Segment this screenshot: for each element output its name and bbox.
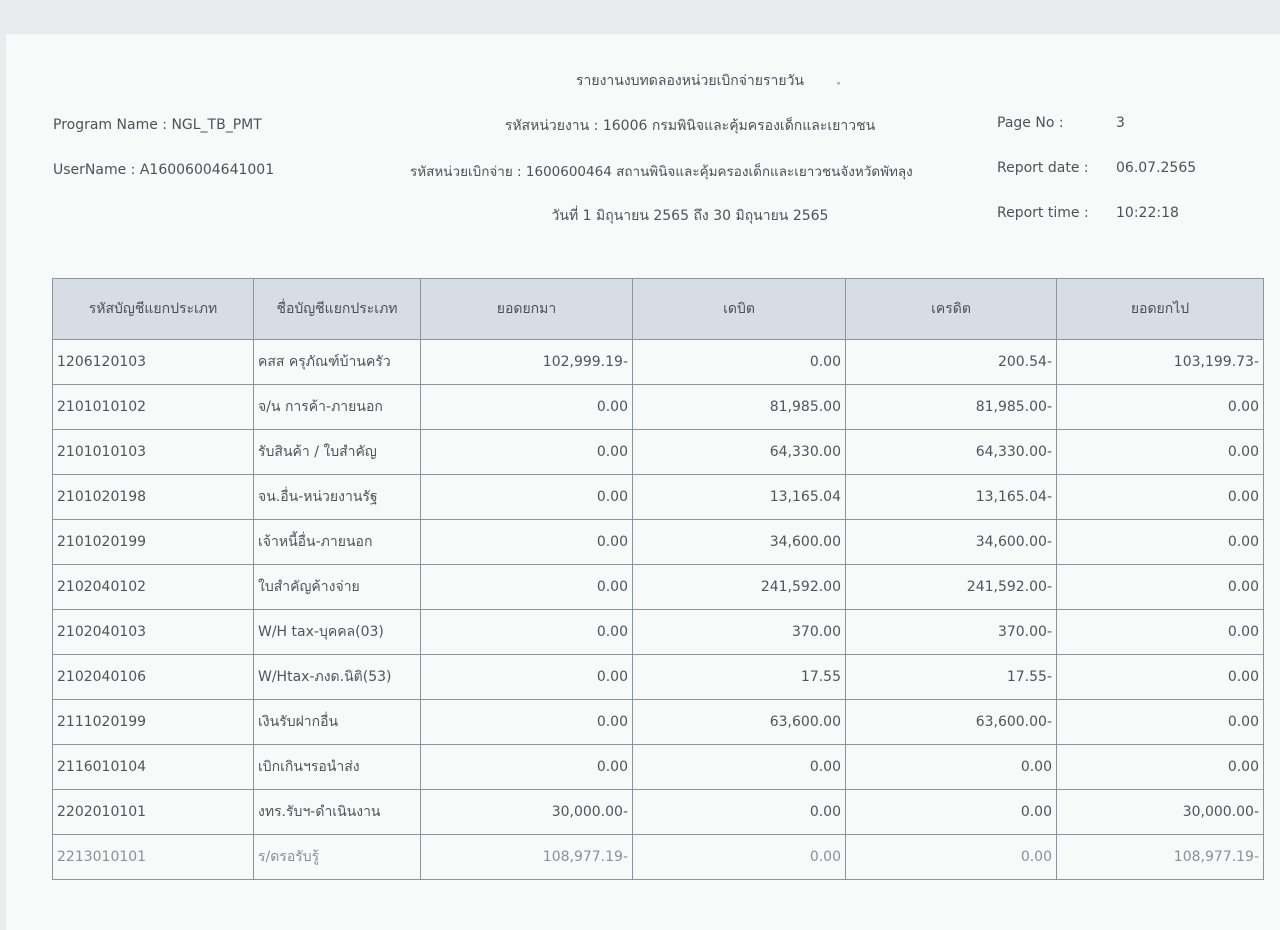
- report-date-value: 06.07.2565: [1116, 160, 1197, 176]
- account-name-cell: เงินรับฝากอื่น: [254, 700, 421, 745]
- debit-cell: 0.00: [633, 745, 846, 790]
- table-row: [53, 565, 1264, 610]
- col-header-credit: เครดิต: [846, 279, 1057, 340]
- credit-cell: 0.00: [846, 790, 1057, 835]
- table-row: [53, 385, 1264, 430]
- account-name-cell: ใบสำคัญค้างจ่าย: [254, 565, 421, 610]
- credit-cell: 0.00: [846, 835, 1057, 880]
- account-code-cell: 2202010101: [53, 790, 254, 835]
- debit-cell: 81,985.00: [633, 385, 846, 430]
- account-name-cell: รับสินค้า / ใบสำคัญ: [254, 430, 421, 475]
- agency-line: รหัสหน่วยงาน : 16006 กรมพินิจและคุ้มครองเด็กและเยาวชน: [504, 118, 876, 134]
- credit-cell: 17.55-: [846, 655, 1057, 700]
- closing-balance-cell: 0.00: [1057, 475, 1264, 520]
- credit-cell: 200.54-: [846, 340, 1057, 385]
- col-header-opening-balance: ยอดยกมา: [421, 279, 633, 340]
- account-code-cell: 2101010102: [53, 385, 254, 430]
- closing-balance-cell: 0.00: [1057, 700, 1264, 745]
- opening-balance-cell: 0.00: [421, 610, 633, 655]
- account-code-cell: 2101020198: [53, 475, 254, 520]
- closing-balance-cell: 0.00: [1057, 655, 1264, 700]
- table-row: [53, 430, 1264, 475]
- disbursing-unit-line: รหัสหน่วยเบิกจ่าย : 1600600464 สถานพินิจและคุ้มครองเด็กและเยาวชนจังหวัดพัทลุง: [410, 164, 913, 180]
- opening-balance-cell: 0.00: [421, 700, 633, 745]
- account-name-cell: W/Htax-ภงด.นิติ(53): [254, 655, 421, 700]
- trial-balance-table: [52, 278, 1264, 880]
- opening-balance-cell: 0.00: [421, 520, 633, 565]
- closing-balance-cell: 103,199.73-: [1057, 340, 1264, 385]
- debit-cell: 13,165.04: [633, 475, 846, 520]
- credit-cell: 13,165.04-: [846, 475, 1057, 520]
- opening-balance-cell: 0.00: [421, 655, 633, 700]
- report-time-label: Report time :: [997, 205, 1089, 221]
- caret-mark: ˅: [836, 82, 841, 93]
- account-code-cell: 2116010104: [53, 745, 254, 790]
- scan-top-band: [0, 0, 1280, 34]
- account-code-cell: 2213010101: [53, 835, 254, 880]
- debit-cell: 63,600.00: [633, 700, 846, 745]
- account-code-cell: 2102040102: [53, 565, 254, 610]
- opening-balance-cell: 0.00: [421, 430, 633, 475]
- table-row: [53, 700, 1264, 745]
- closing-balance-cell: 0.00: [1057, 745, 1264, 790]
- debit-cell: 64,330.00: [633, 430, 846, 475]
- opening-balance-cell: 0.00: [421, 565, 633, 610]
- credit-cell: 0.00: [846, 745, 1057, 790]
- table-row: [53, 610, 1264, 655]
- table-row: [53, 340, 1264, 385]
- closing-balance-cell: 0.00: [1057, 565, 1264, 610]
- closing-balance-cell: 0.00: [1057, 385, 1264, 430]
- col-header-debit: เดบิต: [633, 279, 846, 340]
- table-row: [53, 835, 1264, 880]
- account-name-cell: คสส ครุภัณฑ์บ้านครัว: [254, 340, 421, 385]
- credit-cell: 370.00-: [846, 610, 1057, 655]
- debit-cell: 0.00: [633, 340, 846, 385]
- program-name: Program Name : NGL_TB_PMT: [53, 117, 262, 133]
- closing-balance-cell: 0.00: [1057, 610, 1264, 655]
- account-name-cell: งทร.รับฯ-ดำเนินงาน: [254, 790, 421, 835]
- account-code-cell: 2102040103: [53, 610, 254, 655]
- closing-balance-cell: 0.00: [1057, 520, 1264, 565]
- col-header-account-name: ชื่อบัญชีแยกประเภท: [254, 279, 421, 340]
- account-name-cell: จน.อื่น-หน่วยงานรัฐ: [254, 475, 421, 520]
- report-time-value: 10:22:18: [1116, 205, 1179, 221]
- account-name-cell: จ/น การค้า-ภายนอก: [254, 385, 421, 430]
- account-code-cell: 1206120103: [53, 340, 254, 385]
- debit-cell: 241,592.00: [633, 565, 846, 610]
- page-no-value: 3: [1116, 115, 1125, 131]
- report-title: รายงานงบทดลองหน่วยเบิกจ่ายรายวัน: [575, 73, 804, 89]
- col-header-closing-balance: ยอดยกไป: [1057, 279, 1264, 340]
- account-name-cell: เบิกเกินฯรอนำส่ง: [254, 745, 421, 790]
- user-name: UserName : A16006004641001: [53, 162, 275, 178]
- credit-cell: 34,600.00-: [846, 520, 1057, 565]
- opening-balance-cell: 0.00: [421, 745, 633, 790]
- table-row: [53, 655, 1264, 700]
- date-range: วันที่ 1 มิถุนายน 2565 ถึง 30 มิถุนายน 2565: [551, 208, 829, 224]
- closing-balance-cell: 0.00: [1057, 430, 1264, 475]
- table-row: [53, 745, 1264, 790]
- table-row: [53, 475, 1264, 520]
- debit-cell: 0.00: [633, 835, 846, 880]
- account-code-cell: 2111020199: [53, 700, 254, 745]
- credit-cell: 81,985.00-: [846, 385, 1057, 430]
- opening-balance-cell: 102,999.19-: [421, 340, 633, 385]
- account-code-cell: 2101010103: [53, 430, 254, 475]
- credit-cell: 64,330.00-: [846, 430, 1057, 475]
- opening-balance-cell: 0.00: [421, 475, 633, 520]
- table-row: [53, 790, 1264, 835]
- table-header-row: [53, 279, 1264, 340]
- account-name-cell: ร/ดรอรับรู้: [254, 835, 421, 880]
- credit-cell: 63,600.00-: [846, 700, 1057, 745]
- page-no-label: Page No :: [997, 115, 1064, 131]
- debit-cell: 17.55: [633, 655, 846, 700]
- closing-balance-cell: 108,977.19-: [1057, 835, 1264, 880]
- account-code-cell: 2102040106: [53, 655, 254, 700]
- debit-cell: 34,600.00: [633, 520, 846, 565]
- opening-balance-cell: 30,000.00-: [421, 790, 633, 835]
- opening-balance-cell: 108,977.19-: [421, 835, 633, 880]
- opening-balance-cell: 0.00: [421, 385, 633, 430]
- closing-balance-cell: 30,000.00-: [1057, 790, 1264, 835]
- col-header-account-code: รหัสบัญชีแยกประเภท: [53, 279, 254, 340]
- account-code-cell: 2101020199: [53, 520, 254, 565]
- report-date-label: Report date :: [997, 160, 1089, 176]
- credit-cell: 241,592.00-: [846, 565, 1057, 610]
- account-name-cell: เจ้าหนี้อื่น-ภายนอก: [254, 520, 421, 565]
- debit-cell: 370.00: [633, 610, 846, 655]
- debit-cell: 0.00: [633, 790, 846, 835]
- account-name-cell: W/H tax-บุคคล(03): [254, 610, 421, 655]
- table-row: [53, 520, 1264, 565]
